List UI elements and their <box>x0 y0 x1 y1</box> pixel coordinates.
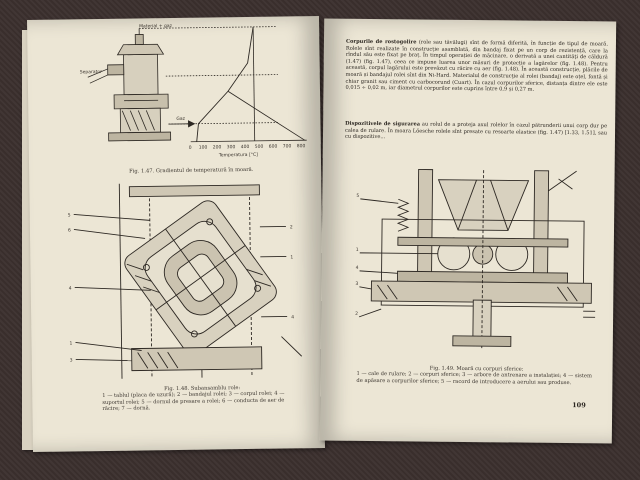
figure-temperature-gradient <box>77 22 319 170</box>
callout: 2 <box>355 311 359 317</box>
figure-caption-roller <box>102 384 302 412</box>
axis-tick: 100 <box>198 145 208 151</box>
callout: 3 <box>69 358 73 364</box>
callout: 5 <box>356 193 360 199</box>
figure-caption-temperature <box>129 166 309 175</box>
caption-title: Fig. 1.49. Moară cu corpuri sferice: <box>429 365 524 373</box>
callout: 5 <box>67 213 71 219</box>
axis-tick: 300 <box>226 145 236 151</box>
right-page <box>320 18 616 443</box>
paragraph-safety-devices <box>345 121 607 144</box>
label-gaz: Gaz <box>176 116 186 122</box>
paragraph-text: (role sau tăvălugi) sînt de formă diferită, în funcție de tipul de moară. Rolele sînt realizate în construcție asamblată, din bandaj fixat pe un corp de rezistență, care la rîndul său este fixat pe braț. În timpul operației de măcinare, o derivată a unei cantităţi de căldură (1.47) (fig. 1.47), ceea ce impune luarea unor măsuri de protecție a lagărelor (fig. 1.48). Pentru această, corpul lagărului este prevăzut cu răcire cu aer (fig. 1.48). În această construcție, plăcile de moară și bandajul rolei sînt din Ni-Hard. Materialul de construcţie al rolei (bandaj) este oțel, fontă și chiar granit sau ciment cu carbocorund (Cuart). În cazul corpurilor sferice, distanța dintre ele este 0,015 ÷ 0,02 m, iar diametrul corpurilor este cuprins între 0,9 și 0,27 m. <box>345 39 609 93</box>
figure-roller-assembly <box>49 176 312 385</box>
paragraph-rolling-bodies <box>345 39 608 94</box>
callout: 1 <box>69 341 73 347</box>
callout: 6 <box>67 228 71 234</box>
figure-ball-mill <box>357 159 599 362</box>
callout: 4 <box>291 315 295 321</box>
paragraph-heading: Dispozitivele de sigurarea <box>345 120 421 128</box>
paragraph-heading: Corpurile de rostogolire <box>345 38 417 46</box>
axis-tick: 400 <box>240 144 250 151</box>
caption-text: Fig. 1.47. Gradientul de temperatură în moară. <box>129 166 254 175</box>
caption-title: Fig. 1.48. Subansamblu role: <box>164 385 241 393</box>
paragraph-text: au rolul de a proteja axul rolelor în cazul pătrunderii unui corp dur pe calea de rulare. În moara Lőesche rolele sînt presate cu resoarte elastice (fig. 1.47) [1.33, 1.51], sau cu dispozitive... <box>344 121 608 141</box>
axis-tick: 800 <box>296 144 306 150</box>
axis-label: Temperatura [°C] <box>218 152 258 159</box>
callout: 1 <box>290 255 294 261</box>
callout: 2 <box>289 225 293 231</box>
axis-tick: 200 <box>212 145 222 151</box>
caption-body: 1 — cale de rulare; 2 — corpuri sferice; 3 — arbore de antrenare a instalației; 4 — sistem de apăsare a corpurilor sferice; 5 — racord de introducere a aerului sau produse. <box>356 371 592 386</box>
figure-caption-ball-mill <box>356 365 596 386</box>
left-page <box>27 16 325 452</box>
caption-body: 1 — tablul (placa de uzură); 2 — bandajul rolei; 3 — corpul rolei; 4 — suportul rolei; 5 — dornul de presare a rolei; 6 — conducta de aer de răcire; 7 — dornă. <box>102 390 285 412</box>
callout: 4 <box>355 265 359 271</box>
axis-tick: 600 <box>268 144 278 150</box>
callout: 4 <box>68 286 72 292</box>
label-material: Material + gaz <box>139 24 173 30</box>
page-number: 109 <box>572 401 586 410</box>
callout: 3 <box>355 281 359 287</box>
callout: 1 <box>355 247 359 253</box>
axis-tick: 0 <box>188 145 192 151</box>
label-separator: Separator <box>79 70 102 76</box>
axis-tick: 500 <box>254 144 264 150</box>
axis-tick: 700 <box>282 144 292 150</box>
axis-tick-labels <box>189 143 306 151</box>
